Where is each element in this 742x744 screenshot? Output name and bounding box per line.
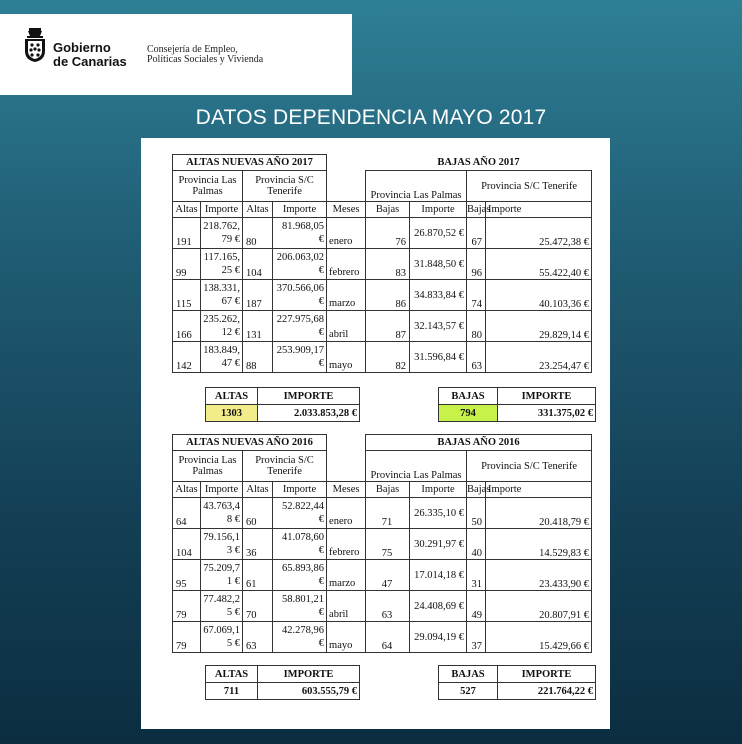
lp-bajas-importe-cell: 17.014,18 € [410, 560, 467, 591]
sc-bajas-cell: 63 [467, 342, 486, 373]
sc-importe-cell: 58.801,21 € [273, 591, 327, 622]
sc-importe-cell: 41.078,60 € [273, 529, 327, 560]
sc-bajas-importe-cell: 14.529,83 € [486, 529, 592, 560]
bajas-importe-total: 221.764,22 € [498, 683, 596, 700]
col-importe: Importe [486, 202, 592, 218]
bajas-prov-lp-header: Provincia Las Palmas [366, 171, 467, 202]
col-importe: Importe [201, 482, 243, 498]
sc-bajas-importe-cell: 55.422,40 € [486, 249, 592, 280]
bajas-prov-sc-header: Provincia S/C Tenerife [467, 451, 592, 482]
sc-bajas-cell: 96 [467, 249, 486, 280]
sc-bajas-importe-cell: 15.429,66 € [486, 622, 592, 653]
col-importe: Importe [486, 482, 592, 498]
col-bajas: Bajas [467, 202, 486, 218]
lp-bajas-cell: 82 [366, 342, 410, 373]
month-cell: abril [327, 311, 366, 342]
lp-bajas-importe-cell: 26.335,10 € [410, 498, 467, 529]
col-importe: Importe [273, 202, 327, 218]
lp-bajas-importe-cell: 30.291,97 € [410, 529, 467, 560]
sc-altas-cell: 70 [243, 591, 273, 622]
sc-bajas-cell: 49 [467, 591, 486, 622]
month-cell: mayo [327, 342, 366, 373]
bajas-prov-sc-header: Provincia S/C Tenerife [467, 171, 592, 202]
importe-summary-label: IMPORTE [498, 666, 596, 683]
bajas-2016-title: BAJAS AÑO 2016 [366, 435, 592, 451]
col-importe: Importe [201, 202, 243, 218]
sc-bajas-cell: 31 [467, 560, 486, 591]
importe-summary-label: IMPORTE [498, 388, 596, 405]
sc-altas-cell: 63 [243, 622, 273, 653]
lp-altas-cell: 79 [173, 622, 201, 653]
month-cell: marzo [327, 280, 366, 311]
lp-bajas-cell: 47 [366, 560, 410, 591]
sc-bajas-cell: 37 [467, 622, 486, 653]
bajas-summary-label: BAJAS [439, 388, 498, 405]
altas-summary-label: ALTAS [206, 666, 258, 683]
lp-altas-cell: 104 [173, 529, 201, 560]
sc-bajas-cell: 80 [467, 311, 486, 342]
altas-importe-total: 603.555,79 € [258, 683, 360, 700]
header-logo-panel [0, 14, 352, 95]
sc-altas-cell: 60 [243, 498, 273, 529]
col-bajas: Bajas [467, 482, 486, 498]
sc-bajas-cell: 67 [467, 218, 486, 249]
importe-summary-label: IMPORTE [258, 388, 360, 405]
month-cell: marzo [327, 560, 366, 591]
table-row [173, 249, 592, 280]
lp-altas-cell: 142 [173, 342, 201, 373]
month-cell: febrero [327, 249, 366, 280]
lp-bajas-importe-cell: 26.870,52 € [410, 218, 467, 249]
lp-importe-cell: 138.331,67 € [201, 280, 243, 311]
sc-altas-cell: 104 [243, 249, 273, 280]
month-cell: enero [327, 498, 366, 529]
lp-importe-cell: 79.156,13 € [201, 529, 243, 560]
sc-importe-cell: 253.909,17 € [273, 342, 327, 373]
lp-altas-cell: 191 [173, 218, 201, 249]
lp-importe-cell: 183.849,47 € [201, 342, 243, 373]
bajas-summary-label: BAJAS [439, 666, 498, 683]
sc-bajas-cell: 40 [467, 529, 486, 560]
lp-bajas-importe-cell: 32.143,57 € [410, 311, 467, 342]
department-line2: Políticas Sociales y Vivienda [147, 54, 264, 65]
lp-importe-cell: 117.165,25 € [201, 249, 243, 280]
sc-bajas-importe-cell: 25.472,38 € [486, 218, 592, 249]
bajas-2017-title: BAJAS AÑO 2017 [437, 156, 520, 168]
sc-bajas-importe-cell: 23.254,47 € [486, 342, 592, 373]
lp-altas-cell: 115 [173, 280, 201, 311]
lp-bajas-cell: 63 [366, 591, 410, 622]
sc-altas-cell: 36 [243, 529, 273, 560]
altas-prov-sc-header: Provincia S/C Tenerife [243, 171, 327, 202]
sc-altas-cell: 88 [243, 342, 273, 373]
lp-bajas-importe-cell: 29.094,19 € [410, 622, 467, 653]
bajas-importe-total: 331.375,02 € [498, 405, 596, 422]
lp-importe-cell: 75.209,71 € [201, 560, 243, 591]
lp-bajas-cell: 71 [366, 498, 410, 529]
lp-importe-cell: 43.763,48 € [201, 498, 243, 529]
lp-bajas-cell: 83 [366, 249, 410, 280]
altas-total: 1303 [206, 405, 258, 422]
col-altas: Altas [243, 482, 273, 498]
table-row [173, 498, 592, 529]
sc-altas-cell: 61 [243, 560, 273, 591]
altas-prov-lp-header: Provincia Las Palmas [173, 451, 243, 482]
sc-importe-cell: 42.278,96 € [273, 622, 327, 653]
altas-summary-label: ALTAS [206, 388, 258, 405]
org-name-line2: de Canarias [53, 54, 127, 69]
altas-prov-lp-header: Provincia Las Palmas [173, 171, 243, 202]
lp-bajas-cell: 75 [366, 529, 410, 560]
lp-bajas-cell: 64 [366, 622, 410, 653]
month-cell: mayo [327, 622, 366, 653]
sc-altas-cell: 80 [243, 218, 273, 249]
col-altas: Altas [243, 202, 273, 218]
lp-bajas-importe-cell: 24.408,69 € [410, 591, 467, 622]
month-cell: abril [327, 591, 366, 622]
importe-summary-label: IMPORTE [258, 666, 360, 683]
bajas-total: 794 [439, 405, 498, 422]
bajas-2016-summary [438, 665, 596, 700]
bajas-total: 527 [439, 683, 498, 700]
col-importe: Importe [410, 202, 467, 218]
altas-2017-summary [205, 387, 360, 422]
table-row [173, 560, 592, 591]
table-row [173, 591, 592, 622]
lp-importe-cell: 77.482,25 € [201, 591, 243, 622]
table-2016 [172, 434, 592, 653]
col-importe: Importe [273, 482, 327, 498]
col-altas: Altas [173, 482, 201, 498]
sc-altas-cell: 131 [243, 311, 273, 342]
sc-bajas-importe-cell: 20.418,79 € [486, 498, 592, 529]
altas-2017-title: ALTAS NUEVAS AÑO 2017 [173, 155, 327, 171]
sc-importe-cell: 52.822,44 € [273, 498, 327, 529]
lp-bajas-importe-cell: 31.596,84 € [410, 342, 467, 373]
sc-bajas-importe-cell: 29.829,14 € [486, 311, 592, 342]
month-cell: febrero [327, 529, 366, 560]
month-cell: enero [327, 218, 366, 249]
sc-importe-cell: 81.968,05 € [273, 218, 327, 249]
col-bajas: Bajas [366, 202, 410, 218]
department-line1: Consejería de Empleo, [147, 44, 238, 55]
table-row [173, 311, 592, 342]
bajas-2017-summary [438, 387, 596, 422]
table-row [173, 622, 592, 653]
canarias-crest-icon [22, 27, 48, 63]
lp-altas-cell: 99 [173, 249, 201, 280]
sc-importe-cell: 370.566,06 € [273, 280, 327, 311]
altas-2016-summary [205, 665, 360, 700]
sc-importe-cell: 65.893,86 € [273, 560, 327, 591]
sc-bajas-importe-cell: 20.807,91 € [486, 591, 592, 622]
sc-importe-cell: 206.063,02 € [273, 249, 327, 280]
lp-bajas-cell: 86 [366, 280, 410, 311]
org-name [53, 41, 127, 69]
lp-bajas-cell: 87 [366, 311, 410, 342]
sc-altas-cell: 187 [243, 280, 273, 311]
lp-bajas-importe-cell: 34.833,84 € [410, 280, 467, 311]
lp-importe-cell: 67.069,15 € [201, 622, 243, 653]
col-altas: Altas [173, 202, 201, 218]
altas-2016-title: ALTAS NUEVAS AÑO 2016 [173, 435, 327, 451]
col-meses: Meses [327, 202, 366, 218]
bajas-prov-lp-header: Provincia Las Palmas [366, 451, 467, 482]
lp-importe-cell: 218.762,79 € [201, 218, 243, 249]
lp-altas-cell: 64 [173, 498, 201, 529]
sc-importe-cell: 227.975,68 € [273, 311, 327, 342]
lp-altas-cell: 166 [173, 311, 201, 342]
table-row [173, 529, 592, 560]
altas-importe-total: 2.033.853,28 € [258, 405, 360, 422]
sc-bajas-importe-cell: 23.433,90 € [486, 560, 592, 591]
col-bajas: Bajas [366, 482, 410, 498]
org-name-line1: Gobierno [53, 40, 111, 55]
table-row [173, 342, 592, 373]
lp-importe-cell: 235.262,12 € [201, 311, 243, 342]
table-row [173, 218, 592, 249]
sc-bajas-importe-cell: 40.103,36 € [486, 280, 592, 311]
lp-altas-cell: 79 [173, 591, 201, 622]
page-title: DATOS DEPENDENCIA MAYO 2017 [195, 106, 547, 129]
col-importe: Importe [410, 482, 467, 498]
department-name [147, 45, 263, 65]
lp-bajas-cell: 76 [366, 218, 410, 249]
altas-prov-sc-header: Provincia S/C Tenerife [243, 451, 327, 482]
data-document [141, 138, 610, 729]
table-2017 [172, 154, 592, 373]
lp-altas-cell: 95 [173, 560, 201, 591]
table-row [173, 280, 592, 311]
altas-total: 711 [206, 683, 258, 700]
lp-bajas-importe-cell: 31.848,50 € [410, 249, 467, 280]
sc-bajas-cell: 50 [467, 498, 486, 529]
col-meses: Meses [327, 482, 366, 498]
sc-bajas-cell: 74 [467, 280, 486, 311]
